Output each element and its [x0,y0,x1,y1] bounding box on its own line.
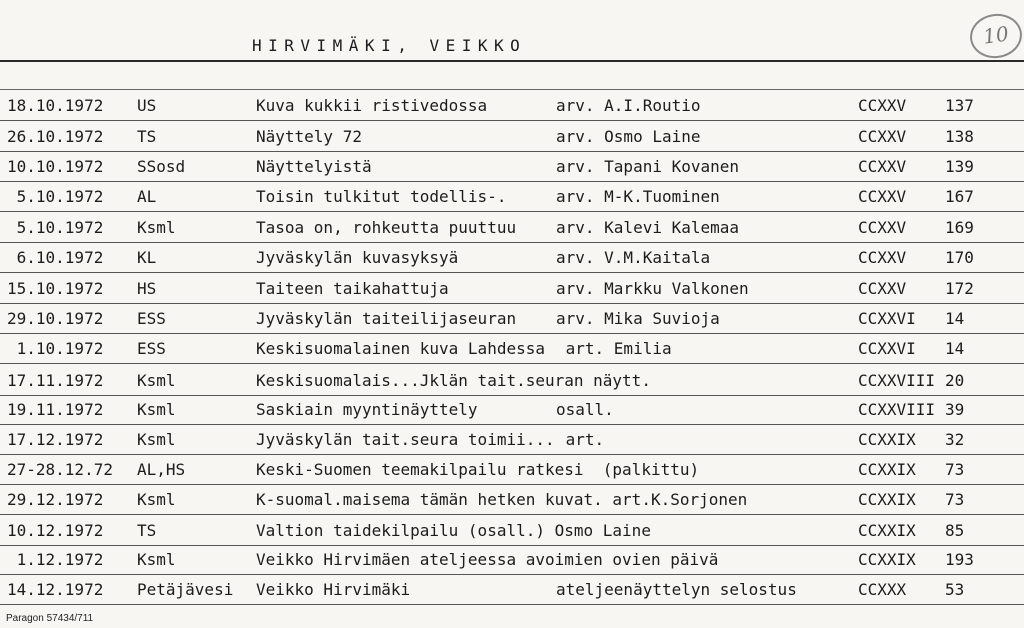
entry-date: 27-28.12.72 [7,460,113,479]
row-rule [0,363,1024,364]
entry-page: 32 [945,430,965,449]
table-row [0,304,1024,334]
entry-title: Näyttely 72 [256,127,362,146]
table-row [0,575,1024,605]
entry-volume: CCXXV [858,187,907,206]
table-row [0,274,1024,304]
entry-title: Saskiain myyntinäyttely [256,400,478,419]
entry-title: K-suomal.maisema tämän hetken kuvat. art.K.Sorjonen [256,490,748,509]
row-rule [0,211,1024,212]
entry-title: Näyttelyistä [256,157,372,176]
entry-date: 17.11.1972 [7,371,104,390]
entry-paper: Ksml [137,218,176,237]
entry-paper: Ksml [137,490,176,509]
entry-date: 26.10.1972 [7,127,104,146]
entry-volume: CCXXV [858,96,907,115]
entry-volume: CCXXX [858,580,907,599]
entry-author: arv. Kalevi Kalemaa [556,218,740,237]
entry-author: arv. Mika Suvioja [556,309,720,328]
table-row [0,425,1024,455]
entry-paper: ESS [137,309,166,328]
entry-paper: Ksml [137,550,176,569]
entry-page: 170 [945,248,974,267]
entry-page: 20 [945,371,965,390]
header-rule [0,60,1024,62]
entry-volume: CCXXV [858,279,907,298]
entry-date: 10.12.1972 [7,521,104,540]
entry-page: 53 [945,580,965,599]
entry-page: 39 [945,400,965,419]
entry-title: Taiteen taikahattuja [256,279,449,298]
table-row [0,334,1024,364]
entry-volume: CCXXIX [858,460,916,479]
table-row [0,485,1024,515]
entry-volume: CCXXIX [858,490,916,509]
entry-volume: CCXXIX [858,430,916,449]
entry-author: arv. Osmo Laine [556,127,701,146]
entry-page: 73 [945,490,965,509]
entry-page: 14 [945,339,965,358]
entry-page: 169 [945,218,974,237]
entry-title: Jyväskylän tait.seura toimii... [256,430,555,449]
row-rule [0,272,1024,273]
entry-author: arv. M-K.Tuominen [556,187,720,206]
entry-paper: KL [137,248,157,267]
entry-title: Veikko Hirvimäki [256,580,411,599]
entry-volume: CCXXVI [858,339,916,358]
table-row [0,152,1024,182]
entry-title: Tasoa on, rohkeutta puuttuu [256,218,517,237]
table-row [0,455,1024,485]
entry-title: Veikko Hirvimäen ateljeessa avoimien ovien päivä [256,550,719,569]
entry-title: Kuva kukkii ristivedossa [256,96,488,115]
entry-date: 6.10.1972 [7,248,104,267]
handwritten-number-stamp: 10 [967,11,1024,62]
entry-author: art. [556,430,605,449]
entry-paper: AL [137,187,157,206]
entry-paper: Petäjävesi [137,580,234,599]
card-title: HIRVIMÄKI, VEIKKO [252,36,527,55]
entry-date: 18.10.1972 [7,96,104,115]
entry-date: 29.12.1972 [7,490,104,509]
row-rule [0,514,1024,515]
header-rule-secondary [0,89,1024,90]
entry-paper: AL,HS [137,460,186,479]
entry-page: 137 [945,96,974,115]
entry-volume: CCXXIX [858,550,916,569]
entry-paper: TS [137,127,157,146]
entry-volume: CCXXV [858,248,907,267]
footer-print-code: Paragon 57434/711 [6,613,94,624]
table-row [0,91,1024,121]
entry-title: Keski-Suomen teemakilpailu ratkesi (palkittu) [256,460,700,479]
entry-page: 139 [945,157,974,176]
table-row [0,395,1024,425]
entry-paper: ESS [137,339,166,358]
entry-date: 10.10.1972 [7,157,104,176]
table-row [0,366,1024,396]
entry-date: 14.12.1972 [7,580,104,599]
entry-volume: CCXXV [858,157,907,176]
entry-date: 1.10.1972 [7,339,104,358]
table-row [0,516,1024,546]
entry-page: 172 [945,279,974,298]
entry-title: Toisin tulkitut todellis-. [256,187,507,206]
entry-author: arv. A.I.Routio [556,96,701,115]
entry-paper: Ksml [137,430,176,449]
table-row [0,182,1024,212]
table-row [0,545,1024,575]
entry-volume: CCXXV [858,127,907,146]
entry-author: osall. [556,400,614,419]
entry-title: Keskisuomalais...Jklän tait.seuran näytt. [256,371,651,390]
entry-page: 167 [945,187,974,206]
entry-paper: Ksml [137,371,176,390]
entry-volume: CCXXV [858,218,907,237]
table-row [0,213,1024,243]
entry-author: arv. V.M.Kaitala [556,248,711,267]
entry-paper: Ksml [137,400,176,419]
entry-page: 14 [945,309,965,328]
entry-date: 17.12.1972 [7,430,104,449]
entry-date: 5.10.1972 [7,187,104,206]
entry-title: Keskisuomalainen kuva Lahdessa [256,339,545,358]
entry-date: 29.10.1972 [7,309,104,328]
entry-author: arv. Markku Valkonen [556,279,749,298]
entry-page: 85 [945,521,965,540]
entry-title: Jyväskylän kuvasyksyä [256,248,459,267]
table-row [0,122,1024,152]
entry-volume: CCXXVI [858,309,916,328]
entry-paper: HS [137,279,157,298]
entry-paper: SSosd [137,157,186,176]
entry-date: 15.10.1972 [7,279,104,298]
entry-paper: US [137,96,157,115]
entry-volume: CCXXIX [858,521,916,540]
entry-page: 73 [945,460,965,479]
entry-author: ateljeenäyttelyn selostus [556,580,797,599]
entry-page: 138 [945,127,974,146]
entry-volume: CCXXVIII [858,371,936,390]
entry-author: art. Emilia [556,339,672,358]
entry-page: 193 [945,550,974,569]
entry-paper: TS [137,521,157,540]
entry-volume: CCXXVIII [858,400,936,419]
entry-date: 5.10.1972 [7,218,104,237]
row-rule [0,604,1024,605]
table-row [0,243,1024,273]
entry-author: arv. Tapani Kovanen [556,157,740,176]
entry-title: Jyväskylän taiteilijaseuran [256,309,517,328]
row-rule [0,120,1024,121]
entry-title: Valtion taidekilpailu (osall.) Osmo Laine [256,521,651,540]
entry-date: 19.11.1972 [7,400,104,419]
entry-date: 1.12.1972 [7,550,104,569]
